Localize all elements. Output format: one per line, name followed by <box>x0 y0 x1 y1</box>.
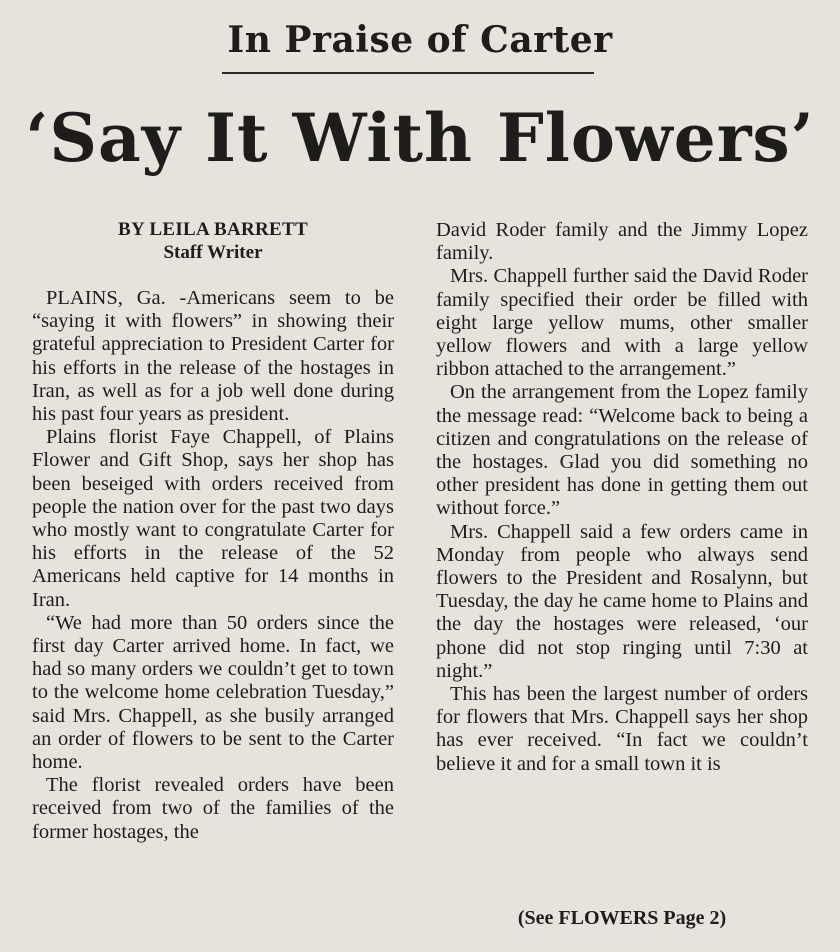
paragraph: Mrs. Chappell further said the David Roder family specified their order be filled with eight large yellow mums, other smaller yellow flowers and with a large yellow ribbon attached to the arrangement.” <box>436 265 808 381</box>
kicker-heading: In Praise of Carter <box>227 19 613 61</box>
article-column-right <box>436 219 808 776</box>
paragraph: PLAINS, Ga. -Americans seem to be “saying it with flowers” in showing their grateful appreciation to President Carter for his efforts in the release of the hostages in Iran, as well as for a job well done during his past four years as president. <box>32 287 394 426</box>
byline-title: Staff Writer <box>163 242 263 263</box>
kicker-rule <box>222 72 594 74</box>
paragraph: Plains florist Faye Chappell, of Plains Flower and Gift Shop, says her shop has been beseiged with orders received from people the nation over for the past two days who mostly want to congratulate Carter for his efforts in the release of the 52 Americans held captive for 14 months in Iran. <box>32 426 394 611</box>
headline: ‘Say It With Flowers’ <box>25 99 815 177</box>
paragraph: On the arrangement from the Lopez family the message read: “Welcome back to being a citizen and congratulations on the release of the hostages. Glad you did something no other president has done in getting them out without force.” <box>436 381 808 520</box>
byline: BY LEILA BARRETT <box>118 219 308 240</box>
paragraph: This has been the largest number of orders for flowers that Mrs. Chappell says her shop has ever received. “In fact we couldn’t believe it and for a small town it is <box>436 683 808 775</box>
paragraph: The florist revealed orders have been received from two of the families of the former hostages, the <box>32 774 394 843</box>
article-column-left <box>32 218 394 844</box>
paragraph-continuation: David Roder family and the Jimmy Lopez family. <box>436 219 808 265</box>
jump-line: (See FLOWERS Page 2) <box>517 907 727 929</box>
paragraph: Mrs. Chappell said a few orders came in Monday from people who always send flowers to the President and Rosalynn, but Tuesday, the day he came home to Plains and the day the hostages were released, ‘our phone did not stop ringing until 7:30 at night.” <box>436 520 808 682</box>
paragraph: “We had more than 50 orders since the first day Carter arrived home. In fact, we had so many orders we couldn’t get to town to the welcome home celebration Tuesday,” said Mrs. Chappell, as she busily arranged an order of flowers to be sent to the Carter home. <box>32 611 394 774</box>
